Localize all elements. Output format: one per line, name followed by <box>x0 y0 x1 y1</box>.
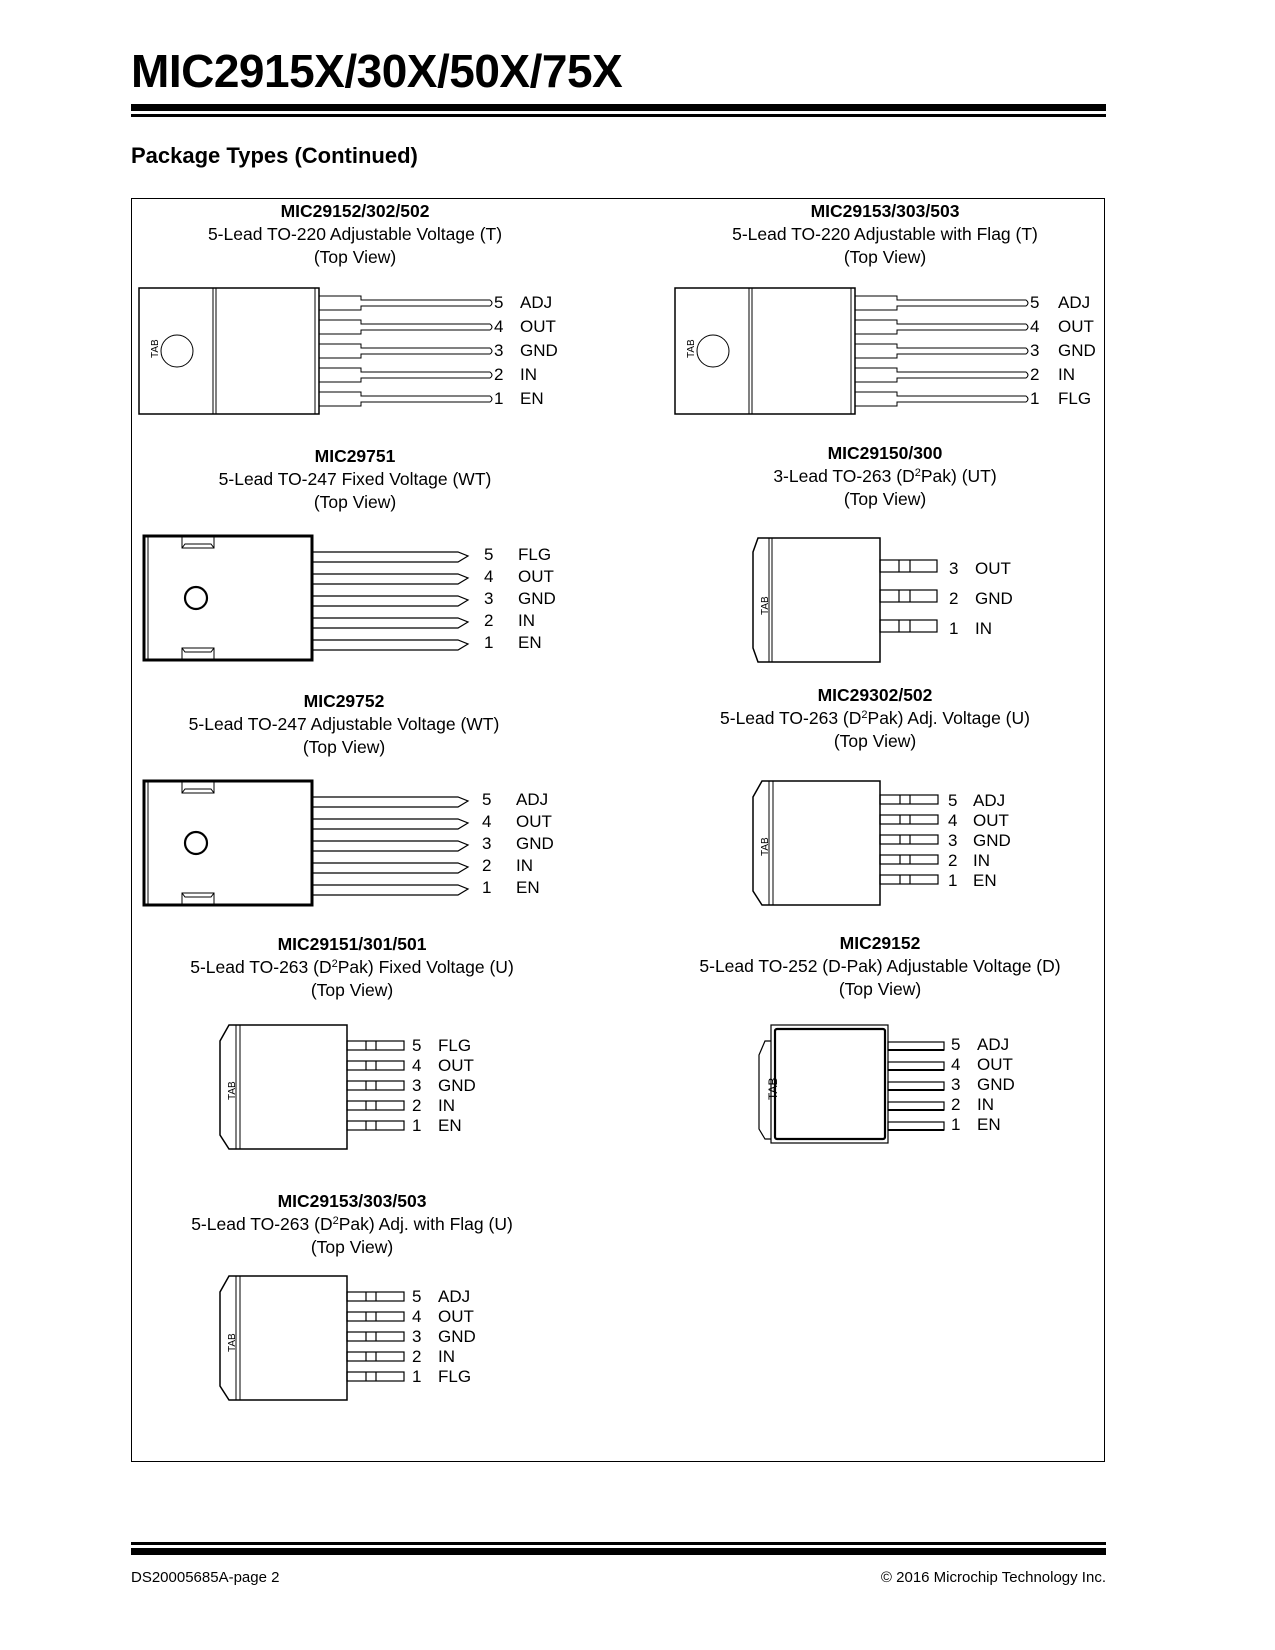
package-description: 5-Lead TO-252 (D-Pak) Adjustable Voltage (D) <box>699 956 1061 976</box>
pin-number: 4 <box>951 1055 961 1074</box>
part-number: MIC29751 <box>314 446 396 466</box>
tab-label: TAB <box>760 596 771 615</box>
to247-package-drawing-icon <box>140 532 480 666</box>
pin-name: IN <box>516 856 533 875</box>
part-number: MIC29152/302/502 <box>280 201 430 221</box>
pin-number: 4 <box>1030 317 1040 336</box>
pin-number: 1 <box>1030 389 1040 408</box>
pin-number: 5 <box>412 1287 422 1306</box>
pin-number: 3 <box>948 831 958 850</box>
view-label: (Top View) <box>313 492 397 512</box>
part-number: MIC29153/303/503 <box>810 201 960 221</box>
pin-name: GND <box>438 1327 476 1346</box>
package-heading-mic29752 <box>120 690 568 759</box>
package-description: 5-Lead TO-247 Adjustable Voltage (WT) <box>188 714 500 734</box>
pin-name: ADJ <box>520 293 553 312</box>
part-number: MIC29151/301/501 <box>277 934 427 954</box>
view-label: (Top View) <box>310 1237 394 1257</box>
view-label: (Top View) <box>843 489 927 509</box>
view-label: (Top View) <box>313 247 397 267</box>
document-number: DS20005685A-page 2 <box>131 1569 280 1586</box>
pin-name: GND <box>438 1076 476 1095</box>
view-label: (Top View) <box>310 980 394 1000</box>
pin-number: 3 <box>412 1076 422 1095</box>
pin-number: 1 <box>484 633 494 652</box>
pin-name: GND <box>516 834 554 853</box>
package-heading-mic29751 <box>131 445 579 514</box>
pin-name: ADJ <box>438 1287 471 1306</box>
part-number: MIC29752 <box>303 691 385 711</box>
package-heading-mic29153-to220 <box>660 200 1110 269</box>
pin-name: GND <box>977 1075 1015 1094</box>
package-description: 5-Lead TO-220 Adjustable Voltage (T) <box>207 224 503 244</box>
package-description: 3-Lead TO-263 $(D^2Pak)$ (UT) <box>773 466 997 486</box>
part-number: MIC29152 <box>839 933 921 953</box>
pin-number: 1 <box>412 1367 422 1386</box>
pin-name: GND <box>975 589 1013 608</box>
pin-number: 5 <box>482 790 492 809</box>
document-title: MIC2915X/30X/50X/75X <box>131 45 623 97</box>
d2pak-5lead-drawing-icon <box>750 777 940 911</box>
pin-number: 2 <box>1030 365 1040 384</box>
pin-name: OUT <box>518 567 554 586</box>
pin-number: 5 <box>412 1036 422 1055</box>
pin-name: OUT <box>1058 317 1094 336</box>
package-description: 5-Lead TO-220 Adjustable with Flag (T) <box>732 224 1038 244</box>
pin-name: IN <box>977 1095 994 1114</box>
view-label: (Top View) <box>833 731 917 751</box>
part-number: MIC29302/502 <box>817 685 933 705</box>
package-heading-mic29153-d2pak <box>128 1190 576 1259</box>
pin-number: 2 <box>951 1095 961 1114</box>
pin-number: 4 <box>494 317 504 336</box>
pin-name: GND <box>518 589 556 608</box>
pin-number: 1 <box>494 389 504 408</box>
pin-name: FLG <box>1058 389 1092 408</box>
pin-number: 1 <box>482 878 492 897</box>
header-rule-thin <box>131 114 1106 117</box>
pin-number: 2 <box>482 856 492 875</box>
pin-number: 5 <box>951 1035 961 1054</box>
pin-number: 3 <box>484 589 494 608</box>
footer-rule-thick <box>131 1548 1106 1555</box>
tab-label: TAB <box>227 1333 238 1352</box>
pin-number: 4 <box>482 812 492 831</box>
tab-label: TAB <box>150 339 161 358</box>
pin-name: IN <box>438 1096 455 1115</box>
pin-number: 2 <box>484 611 494 630</box>
pin-number: 5 <box>484 545 494 564</box>
pin-name: OUT <box>516 812 552 831</box>
pin-name: ADJ <box>973 791 1006 810</box>
pin-number: 4 <box>412 1056 422 1075</box>
pin-name: IN <box>973 851 990 870</box>
footer-rule-thin <box>131 1542 1106 1545</box>
pin-name: OUT <box>520 317 556 336</box>
pin-number: 3 <box>412 1327 422 1346</box>
dpak-package-drawing-icon <box>755 1021 945 1151</box>
section-title: Package Types (Continued) <box>131 143 418 168</box>
package-heading-mic29151 <box>128 933 576 1002</box>
to220-package-drawing-icon <box>671 284 1031 420</box>
part-number: MIC29150/300 <box>827 443 943 463</box>
pin-number: 4 <box>412 1307 422 1326</box>
to220-package-drawing-icon <box>135 284 495 420</box>
pin-number: 2 <box>412 1347 422 1366</box>
pin-name: ADJ <box>977 1035 1010 1054</box>
pin-name: EN <box>973 871 997 890</box>
copyright-notice: © 2016 Microchip Technology Inc. <box>880 1569 1106 1586</box>
pin-number: 5 <box>1030 293 1040 312</box>
d2pak-3lead-drawing-icon <box>750 534 940 668</box>
view-label: (Top View) <box>838 979 922 999</box>
pin-number: 3 <box>949 559 959 578</box>
pin-number: 5 <box>948 791 958 810</box>
pin-name: IN <box>975 619 992 638</box>
pin-number: 3 <box>1030 341 1040 360</box>
pin-number: 4 <box>484 567 494 586</box>
pin-name: FLG <box>438 1036 472 1055</box>
pin-name: GND <box>973 831 1011 850</box>
pin-name: GND <box>520 341 558 360</box>
package-description: 5-Lead TO-263 $(D^2Pak)$ Adj. Voltage (U) <box>720 708 1030 728</box>
package-heading-mic29152-dpak <box>650 932 1110 1001</box>
pin-number: 1 <box>951 1115 961 1134</box>
pin-number: 2 <box>412 1096 422 1115</box>
pin-name: EN <box>438 1116 462 1135</box>
pin-number: 5 <box>494 293 504 312</box>
pin-name: EN <box>518 633 542 652</box>
pin-name: FLG <box>518 545 552 564</box>
pin-name: OUT <box>977 1055 1013 1074</box>
package-heading-mic29152-to220 <box>131 200 579 269</box>
package-description: 5-Lead TO-247 Fixed Voltage (WT) <box>218 469 492 489</box>
tab-label: TAB <box>686 339 697 358</box>
d2pak-5lead-drawing-icon <box>217 1021 407 1155</box>
pin-name: OUT <box>973 811 1009 830</box>
pin-name: OUT <box>438 1056 474 1075</box>
package-description: 5-Lead TO-263 $(D^2Pak)$ Fixed Voltage (U) <box>190 957 514 977</box>
pin-number: 3 <box>951 1075 961 1094</box>
view-label: (Top View) <box>843 247 927 267</box>
header-rule-thick <box>131 104 1106 111</box>
d2pak-5lead-drawing-icon <box>217 1272 407 1406</box>
pin-name: IN <box>1058 365 1075 384</box>
pin-name: GND <box>1058 341 1096 360</box>
pin-name: ADJ <box>516 790 549 809</box>
pin-name: EN <box>516 878 540 897</box>
view-label: (Top View) <box>302 737 386 757</box>
tab-label: TAB <box>760 837 771 856</box>
part-number: MIC29153/303/503 <box>277 1191 427 1211</box>
package-heading-mic29302 <box>650 684 1100 753</box>
pin-name: FLG <box>438 1367 472 1386</box>
pin-name: OUT <box>975 559 1011 578</box>
pin-number: 3 <box>494 341 504 360</box>
package-description: 5-Lead TO-263 $(D^2Pak)$ Adj. with Flag (U) <box>191 1214 513 1234</box>
tab-label: TAB <box>766 1077 780 1100</box>
tab-label: TAB <box>227 1081 238 1100</box>
pin-number: 4 <box>948 811 958 830</box>
pin-name: IN <box>520 365 537 384</box>
to247-package-drawing-icon <box>140 777 480 911</box>
pin-number: 1 <box>412 1116 422 1135</box>
pin-name: IN <box>438 1347 455 1366</box>
pin-number: 2 <box>948 851 958 870</box>
pin-number: 2 <box>949 589 959 608</box>
pin-name: EN <box>977 1115 1001 1134</box>
pin-number: 1 <box>949 619 959 638</box>
pin-number: 3 <box>482 834 492 853</box>
package-heading-mic29150 <box>660 442 1110 511</box>
pin-number: 1 <box>948 871 958 890</box>
pin-name: ADJ <box>1058 293 1091 312</box>
pin-name: IN <box>518 611 535 630</box>
pin-number: 2 <box>494 365 504 384</box>
pin-name: OUT <box>438 1307 474 1326</box>
pin-name: EN <box>520 389 544 408</box>
